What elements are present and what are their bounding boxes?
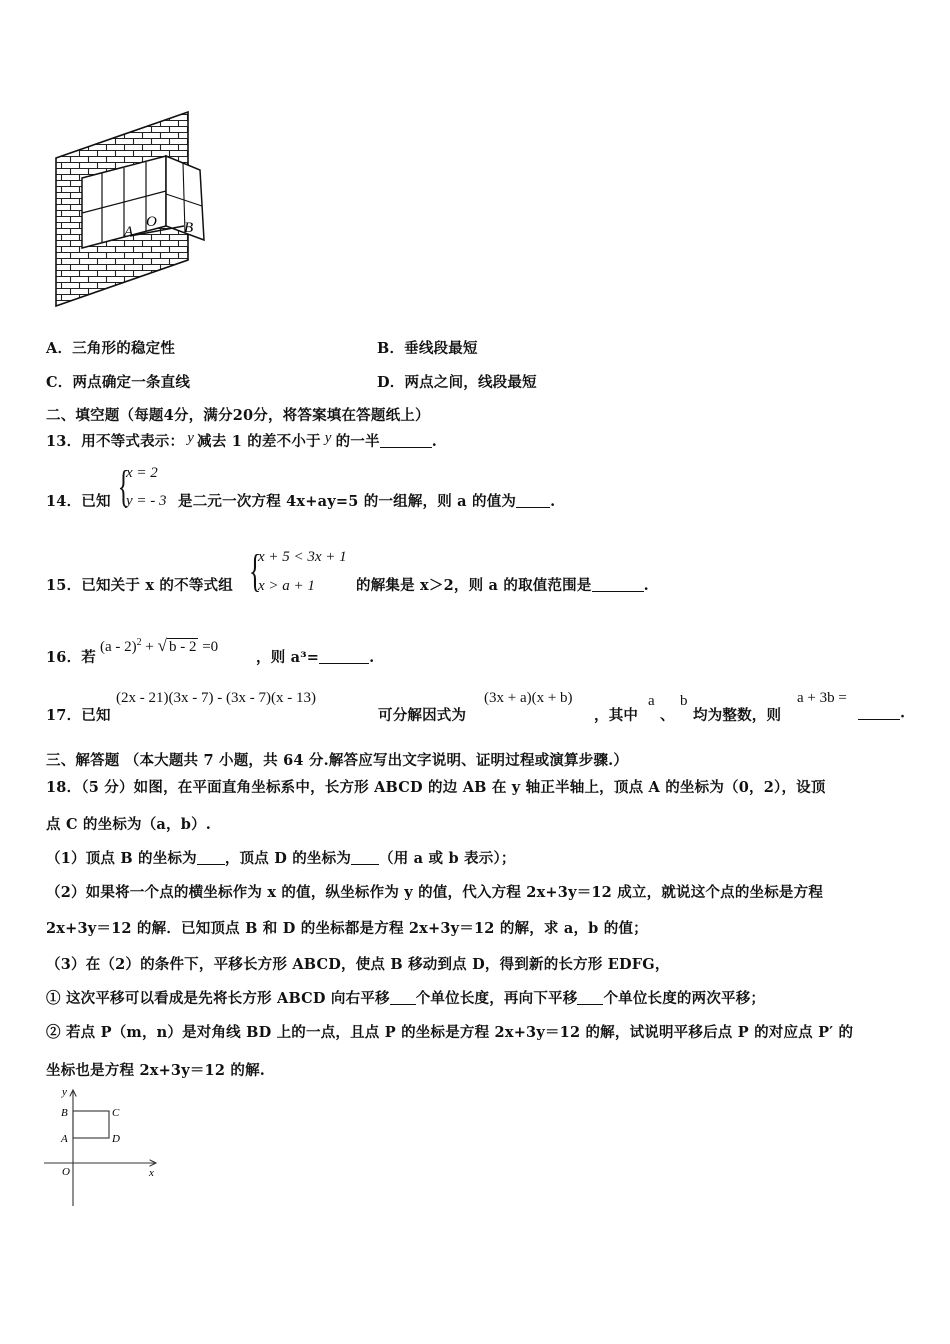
option-c: C．两点确定一条直线	[46, 374, 191, 391]
window-wall-figure	[48, 108, 213, 313]
q18-p31b: 个单位长度，再向下平移	[415, 990, 578, 1007]
q18-right-blank[interactable]	[390, 990, 416, 1006]
q18-p1b: ，顶点 D 的坐标为	[224, 850, 352, 867]
q14-end: .	[550, 493, 556, 510]
q17-text-end	[858, 704, 905, 722]
q14-eq1: x = 2	[126, 465, 158, 481]
point-b-label: B	[61, 1107, 68, 1119]
q18-p31a: ① 这次平移可以看成是先将长方形 ABCD 向右平移	[46, 990, 390, 1007]
q18-line1: 18．（5 分）如图，在平面直角坐标系中，长方形 ABCD 的边 AB 在 y 轴正半轴上，顶点 A 的坐标为（0，2），设顶	[46, 779, 826, 796]
q17-end: .	[900, 704, 906, 722]
q18-p1c: （用 a 或 b 表示）；	[379, 850, 516, 867]
section-2-heading: 二、填空题（每题4分，满分20分，将答案填在答题纸上）	[46, 407, 430, 424]
q16-expr-plus: +	[145, 639, 154, 655]
point-d-label: D	[112, 1133, 120, 1145]
option-a: A．三角形的稳定性	[46, 340, 176, 357]
q18-down-blank[interactable]	[577, 990, 603, 1006]
question-13	[46, 430, 437, 451]
q17-prefix: 17．已知	[46, 707, 111, 724]
q18-part3: （3）在（2）的条件下，平移长方形 ABCD，使点 B 移动到点 D，得到新的长方形 EDFG，	[46, 956, 670, 973]
sqrt-icon: √	[157, 636, 167, 655]
q14-answer-blank[interactable]	[516, 493, 550, 509]
q16-expr-root: b - 2	[168, 639, 197, 655]
x-axis-label: x	[149, 1167, 154, 1179]
q13-answer-blank[interactable]	[380, 433, 432, 449]
q18-p1a: （1）顶点 B 的坐标为	[46, 850, 197, 867]
q13-suffix: 的一半	[335, 433, 380, 450]
q13-mid: 减去 1 的差不小于	[197, 433, 321, 450]
q17-expr1: (2x - 21)(3x - 7) - (3x - 7)(x - 13)	[116, 690, 316, 706]
y-axis-label: y	[62, 1086, 67, 1098]
origin-label: O	[62, 1166, 70, 1178]
q18-part3-2-line2: 坐标也是方程 2x+3y＝12 的解.	[46, 1062, 266, 1079]
q15-text	[356, 574, 649, 595]
q16-text	[256, 646, 374, 667]
q17-sep: 、	[660, 707, 675, 724]
q17-mid3: 均为整数，则	[693, 707, 782, 724]
q16-end: .	[369, 649, 375, 666]
q14-text	[178, 490, 555, 511]
q18-part2-line2: 2x+3y＝12 的解．已知顶点 B 和 D 的坐标都是方程 2x+3y＝12 的解，求 a，b 的值；	[46, 920, 648, 937]
label-o: O	[146, 214, 157, 230]
q17-expr3: a + 3b =	[797, 690, 847, 706]
q16-prefix: 16．若	[46, 649, 96, 666]
q18-part3-1	[46, 987, 765, 1008]
q14-suffix: 是二元一次方程 4x+ay=5 的一组解，则 a 的值为	[178, 493, 517, 510]
q16-expr-a: (a - 2)	[100, 639, 137, 655]
q17-mid2: ，其中	[594, 707, 639, 724]
q15-brace: {	[248, 545, 262, 596]
q18-line2: 点 C 的坐标为（a，b）.	[46, 816, 212, 833]
option-d: D．两点之间，线段最短	[377, 374, 537, 391]
point-c-label: C	[112, 1107, 120, 1119]
label-b: B	[184, 220, 194, 236]
section-3-heading: 三、解答题 （本大题共 7 小题，共 64 分.解答应写出文字说明、证明过程或演算步骤.）	[46, 752, 629, 769]
q13-var2: y	[324, 430, 332, 446]
q16-expr-eq: =0	[202, 639, 219, 655]
q16-suffix: ，则 a³=	[256, 649, 320, 666]
q14-eq2: y = - 3	[126, 493, 167, 509]
point-a-label: A	[61, 1133, 68, 1145]
q15-answer-blank[interactable]	[592, 577, 644, 593]
q16-expression	[100, 636, 218, 656]
option-b: B．垂线段最短	[377, 340, 478, 357]
q18-part3-2-line1: ② 若点 P（m，n）是对角线 BD 上的一点，且点 P 的坐标是方程 2x+3y＝12 的解，试说明平移后点 P 的对应点 P′ 的	[46, 1024, 854, 1041]
q18-part2-line1: （2）如果将一个点的横坐标作为 x 的值，纵坐标作为 y 的值，代入方程 2x+3y＝12 成立，就说这个点的坐标是方程	[46, 884, 824, 901]
q15-ineq2: x > a + 1	[258, 578, 315, 594]
q14-prefix: 14．已知	[46, 493, 111, 510]
q13-end: .	[431, 433, 437, 450]
q17-answer-blank[interactable]	[858, 704, 900, 720]
q15-prefix: 15．已知关于 x 的不等式组	[46, 577, 233, 594]
q16-answer-blank[interactable]	[319, 649, 369, 665]
coordinate-figure	[40, 1082, 165, 1210]
q15-end: .	[643, 577, 649, 594]
q17-expr2: (3x + a)(x + b)	[484, 690, 573, 706]
q17-var-b: b	[680, 693, 688, 709]
q13-prefix: 13．用不等式表示：	[46, 433, 185, 450]
q18-part1	[46, 847, 516, 868]
q18-b-blank[interactable]	[197, 850, 225, 866]
q16-expr-exp: 2	[136, 637, 142, 648]
label-a: A	[124, 224, 134, 240]
q18-d-blank[interactable]	[351, 850, 379, 866]
q13-var1: y	[187, 430, 195, 446]
q18-p31c: 个单位长度的两次平移；	[603, 990, 766, 1007]
q15-suffix: 的解集是 x＞2，则 a 的取值范围是	[356, 577, 592, 594]
q14-brace: {	[117, 462, 130, 511]
q15-ineq1: x + 5 < 3x + 1	[258, 549, 347, 565]
q17-mid: 可分解因式为	[378, 707, 467, 724]
q17-var-a: a	[648, 693, 655, 709]
rectangle-abcd	[73, 1111, 109, 1138]
